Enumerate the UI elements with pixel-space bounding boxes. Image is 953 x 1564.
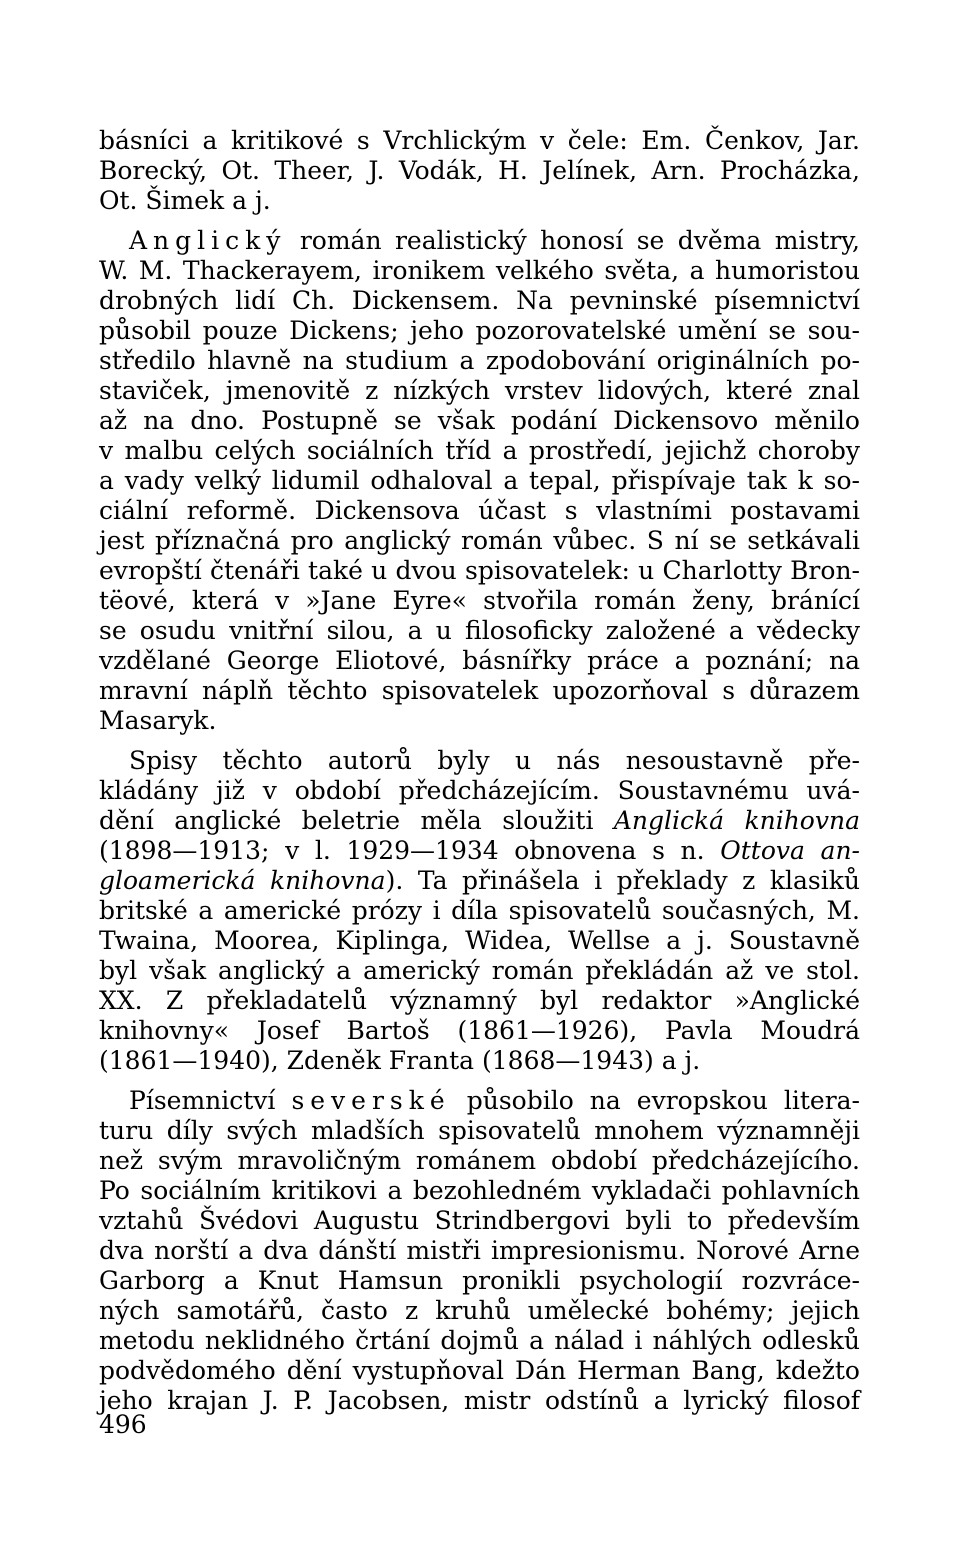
text-line: [99, 926, 860, 956]
text-line: [99, 1236, 860, 1266]
text-segment: vztahů Švédovi Augustu Strindbergovi byli to především: [99, 1206, 860, 1235]
text-line: [99, 496, 860, 526]
text-line: [99, 376, 860, 406]
text-segment: jeho krajan J. P. Jacobsen, mistr odstínů a lyrický filosof: [99, 1386, 860, 1415]
text-line: [99, 1266, 860, 1296]
text-line: [99, 1326, 860, 1356]
text-line: [129, 1086, 860, 1116]
text-line: [99, 1116, 860, 1146]
text-line: [99, 956, 860, 986]
text-segment: britské a americké prózy i díla spisovatelů současných, M.: [99, 896, 860, 925]
page-number: 496: [99, 1410, 147, 1439]
text-line: [99, 126, 860, 156]
text-segment: a vady velký lidumil odhaloval a tepal, přispívaje tak k so-: [99, 466, 860, 495]
text-segment: Po sociálním kritikovi a bezohledném vykladači pohlavních: [99, 1176, 860, 1205]
text-line: [99, 286, 860, 316]
text-segment: středilo hlavně na studium a zpodobování originálních po-: [99, 346, 860, 375]
text-segment: Písemnictví: [129, 1086, 292, 1115]
text-line: [99, 316, 860, 346]
text-segment: až na dno. Postupně se však podání Dickensovo měnilo: [99, 406, 860, 435]
text-segment: ). Ta přinášela i překlady z klasiků: [385, 866, 861, 895]
text-line: [99, 1046, 860, 1076]
text-segment: ciální reformě. Dickensova účast s vlastními postavami: [99, 496, 860, 525]
text-segment: Ot. Šimek a j.: [99, 186, 271, 215]
text-line: [99, 836, 860, 866]
text-line: [99, 1356, 860, 1386]
text-segment: W. M. Thackerayem, ironikem velkého světa, a humoristou: [99, 256, 860, 285]
text-line: [99, 586, 860, 616]
text-segment: XX. Z překladatelů významný byl redaktor »Anglické: [99, 986, 860, 1015]
text-line: [99, 346, 860, 376]
italic-title: Anglická knihovna: [613, 806, 860, 835]
spaced-emphasis: Anglický: [129, 226, 287, 255]
text-segment: staviček, jmenovitě z nízkých vrstev lidových, které znal: [99, 376, 860, 405]
italic-title: gloamerická knihovna: [99, 866, 386, 895]
text-segment: působil pouze Dickens; jeho pozorovatelské umění se sou-: [99, 316, 860, 345]
italic-title: Ottova an-: [720, 836, 860, 865]
text-segment: jest příznačná pro anglický román vůbec. S ní se setkávali: [99, 526, 860, 555]
text-segment: Garborg a Knut Hamsun pronikli psychologií rozvráce-: [99, 1266, 860, 1295]
text-line: [99, 776, 860, 806]
text-line: [99, 1146, 860, 1176]
text-line: [99, 256, 860, 286]
text-segment: byl však anglický a americký román překládán až ve stol.: [99, 956, 860, 985]
text-segment: se osudu vnitřní silou, a u filosoficky založené a vědecky: [99, 616, 860, 645]
text-segment: podvědomého dění vystupňoval Dán Herman Bang, kdežto: [99, 1356, 860, 1385]
text-segment: vzdělané George Eliotové, básnířky práce a poznání; na: [99, 646, 860, 675]
text-line: [129, 226, 860, 256]
text-segment: ných samotářů, často z kruhů umělecké bohémy; jejich: [99, 1296, 860, 1325]
text-segment: drobných lidí Ch. Dickensem. Na pevninské písemnictví: [99, 286, 860, 315]
text-segment: dění anglické beletrie měla sloužiti: [99, 806, 614, 835]
text-segment: knihovny« Josef Bartoš (1861—1926), Pavla Moudrá: [99, 1016, 860, 1045]
text-segment: tëové, která v »Jane Eyre« stvořila román ženy, bránící: [99, 586, 860, 615]
text-segment: básníci a kritikové s Vrchlickým v čele: Em. Čenkov, Jar.: [99, 126, 860, 155]
text-line: [99, 706, 860, 736]
text-segment: román realistický honosí se dvěma mistry,: [286, 226, 860, 255]
text-segment: dva norští a dva dánští mistři impresionismu. Norové Arne: [99, 1236, 860, 1265]
text-segment: Masaryk.: [99, 706, 217, 735]
text-line: [99, 896, 860, 926]
text-line: [99, 1386, 860, 1416]
text-segment: Spisy těchto autorů byly u nás nesoustavně pře-: [129, 746, 860, 775]
text-segment: než svým mravoličným románem období předcházejícího.: [99, 1146, 860, 1175]
text-segment: metodu neklidného črtání dojmů a nálad i náhlých odlesků: [99, 1326, 860, 1355]
text-segment: mravní náplň těchto spisovatelek upozorňoval s důrazem: [99, 676, 860, 705]
text-line: [99, 156, 860, 186]
text-line: [99, 436, 860, 466]
text-segment: Borecký, Ot. Theer, J. Vodák, H. Jelínek, Arn. Procházka,: [99, 156, 860, 185]
text-line: [99, 186, 860, 216]
text-segment: turu díly svých mladších spisovatelů mnohem významněji: [99, 1116, 860, 1145]
text-line: [99, 1176, 860, 1206]
text-line: [99, 986, 860, 1016]
text-segment: Twaina, Moorea, Kiplinga, Widea, Wellse a j. Soustavně: [99, 926, 860, 955]
text-line: [99, 806, 860, 836]
text-line: [99, 556, 860, 586]
text-line: [99, 406, 860, 436]
text-line: [129, 746, 860, 776]
text-segment: (1898—1913; v l. 1929—1934 obnovena s n.: [99, 836, 721, 865]
text-line: [99, 466, 860, 496]
text-segment: evropští čtenáři také u dvou spisovatelek: u Charlotty Bron-: [99, 556, 860, 585]
text-segment: v malbu celých sociálních tříd a prostředí, jejichž choroby: [99, 436, 860, 465]
text-line: [99, 1296, 860, 1326]
text-line: [99, 646, 860, 676]
text-segment: (1861—1940), Zdeněk Franta (1868—1943) a j.: [99, 1046, 701, 1075]
spaced-emphasis: severské: [291, 1086, 451, 1115]
text-line: [99, 866, 860, 896]
text-line: [99, 1206, 860, 1236]
text-line: [99, 526, 860, 556]
text-line: [99, 1016, 860, 1046]
text-segment: kládány již v období předcházejícím. Soustavnému uvá-: [99, 776, 860, 805]
text-segment: působilo na evropskou litera-: [450, 1086, 861, 1115]
text-line: [99, 616, 860, 646]
text-line: [99, 676, 860, 706]
